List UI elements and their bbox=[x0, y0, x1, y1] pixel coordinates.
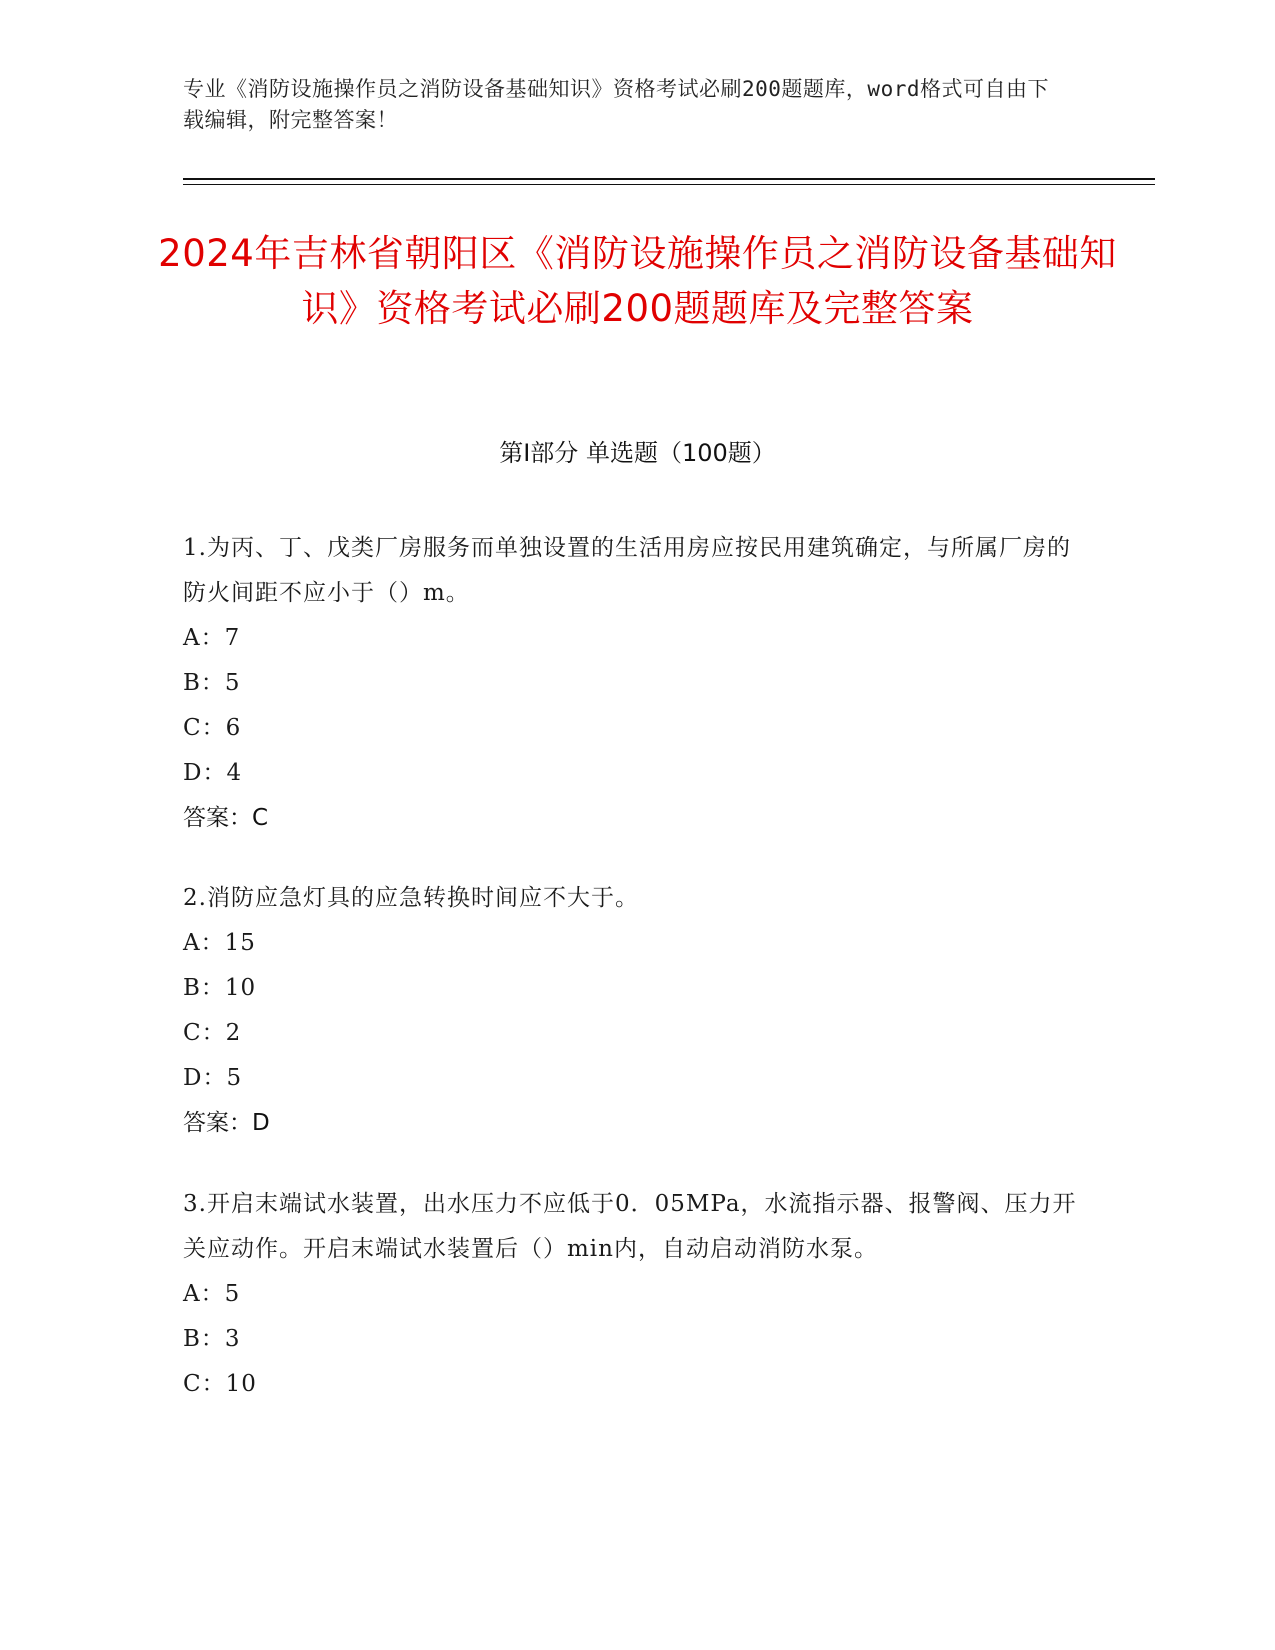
option-c: C：2 bbox=[183, 1020, 242, 1046]
section-title: 第Ⅰ部分 单选题（100题） bbox=[499, 439, 776, 467]
option-b: B：5 bbox=[183, 670, 241, 696]
header-note: 专业《消防设施操作员之消防设备基础知识》资格考试必刷200题题库，word格式可自由下载编辑，附完整答案！ bbox=[183, 77, 1049, 132]
answer-line: 答案：D bbox=[183, 1110, 270, 1136]
option-c: C：6 bbox=[183, 715, 242, 741]
question-stem: 1.为丙、丁、戊类厂房服务而单独设置的生活用房应按民用建筑确定，与所属厂房的防火间距不应小于（）m。 bbox=[183, 535, 1071, 606]
option-a: A：7 bbox=[183, 625, 241, 651]
question-item bbox=[183, 876, 1083, 1146]
option-a: A：15 bbox=[183, 930, 256, 956]
option-a: A：5 bbox=[183, 1281, 241, 1307]
header-divider-thin bbox=[183, 184, 1155, 185]
question-item bbox=[183, 526, 1083, 841]
question-stem: 2.消防应急灯具的应急转换时间应不大于。 bbox=[183, 885, 639, 911]
option-d: D：4 bbox=[183, 760, 243, 786]
answer-line: 答案：C bbox=[183, 805, 269, 831]
question-stem: 3.开启末端试水装置，出水压力不应低于0．05MPa，水流指示器、报警阀、压力开关应动作。开启末端试水装置后（）min内，自动启动消防水泵。 bbox=[183, 1191, 1077, 1262]
question-item bbox=[183, 1182, 1083, 1407]
option-c: C：10 bbox=[183, 1371, 257, 1397]
header-divider-thick bbox=[183, 178, 1155, 180]
option-b: B：10 bbox=[183, 975, 257, 1001]
option-b: B：3 bbox=[183, 1326, 241, 1352]
document-title: 2024年吉林省朝阳区《消防设施操作员之消防设备基础知识》资格考试必刷200题题库及完整答案 bbox=[158, 232, 1117, 330]
option-d: D：5 bbox=[183, 1065, 243, 1091]
